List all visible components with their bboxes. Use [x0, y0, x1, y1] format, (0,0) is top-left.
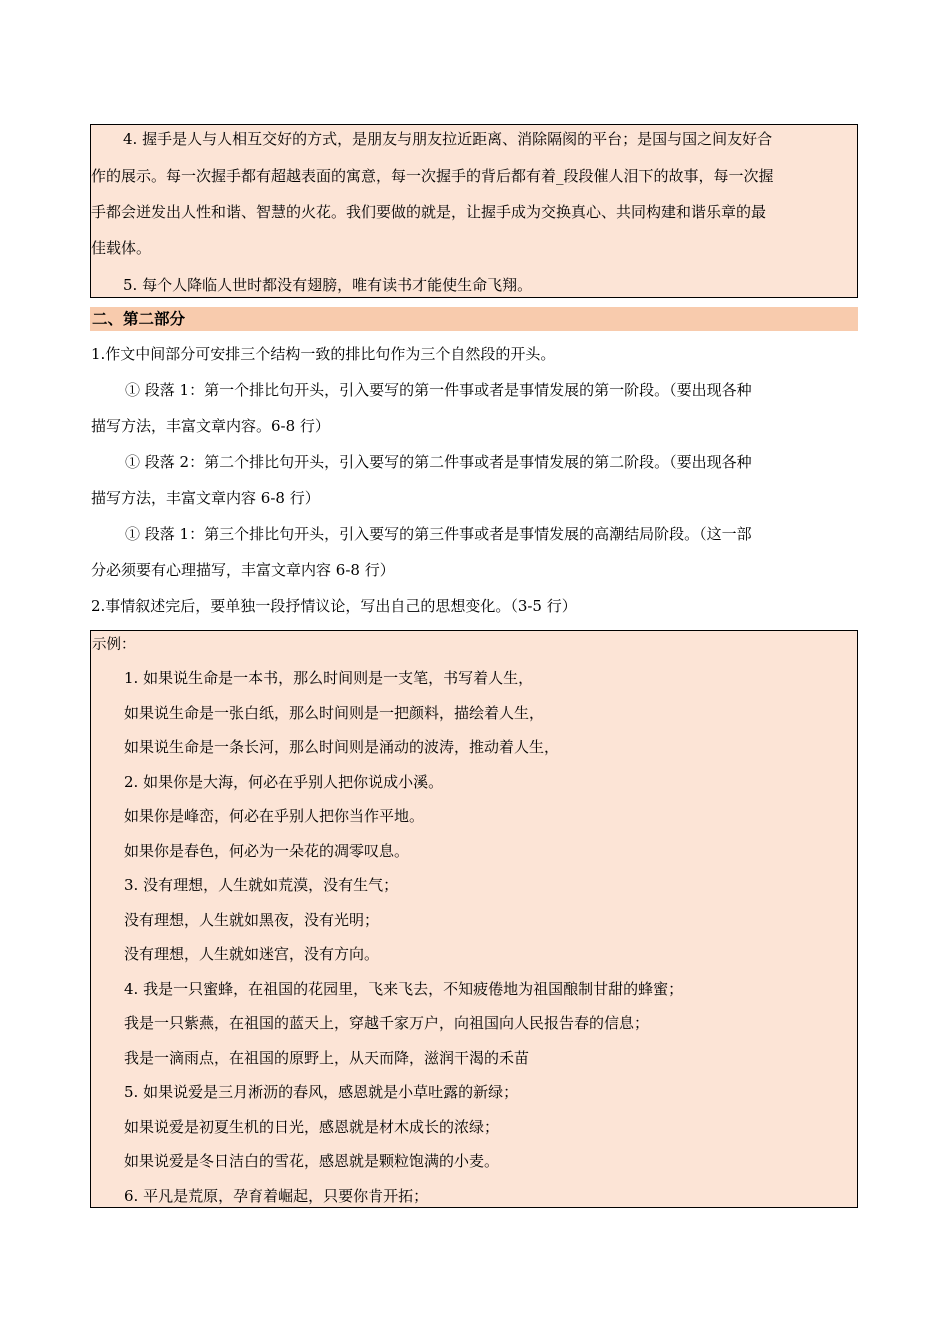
box1-line-2: 作的展示。每一次握手都有超越表面的寓意，每一次握手的背后都有着_段段催人泪下的故事，每一次握	[91, 167, 774, 185]
example-line-9: 没有理想，人生就如迷宫，没有方向。	[124, 945, 380, 963]
example-line-13: 5. 如果说爱是三月淅沥的春风，感恩就是小草吐露的新绿；	[124, 1083, 519, 1101]
box1-line-5: 5. 每个人降临人世时都没有翅膀，唯有读书才能使生命飞翔。	[123, 276, 533, 294]
example-line-10: 4. 我是一只蜜蜂，在祖国的花园里，飞来飞去，不知疲倦地为祖国酿制甘甜的蜂蜜；	[124, 980, 684, 998]
example-line-4: 2. 如果你是大海，何必在乎别人把你说成小溪。	[124, 773, 444, 791]
example-line-15: 如果说爱是冬日洁白的雪花，感恩就是颗粒饱满的小麦。	[124, 1152, 500, 1170]
body-line-3: 描写方法，丰富文章内容。6-8 行）	[91, 417, 330, 435]
example-line-16: 6. 平凡是荒原，孕育着崛起，只要你肯开拓；	[124, 1187, 429, 1205]
body-line-5: 描写方法，丰富文章内容 6-8 行）	[91, 489, 320, 507]
example-line-12: 我是一滴雨点，在祖国的原野上，从天而降，滋润干渴的禾苗	[124, 1049, 530, 1067]
example-line-11: 我是一只紫燕，在祖国的蓝天上，穿越千家万户，向祖国向人民报告春的信息；	[124, 1014, 650, 1032]
box1-line-1: 4. 握手是人与人相互交好的方式，是朋友与朋友拉近距离、消除隔阂的平台；是国与国之间友好合	[123, 130, 773, 148]
body-line-4: ① 段落 2：第二个排比句开头，引入要写的第二件事或者是事情发展的第二阶段。（要出现各种	[125, 453, 752, 471]
section-heading	[90, 307, 858, 331]
example-line-1: 1. 如果说生命是一本书，那么时间则是一支笔，书写着人生，	[124, 669, 534, 687]
box1-line-4: 佳载体。	[91, 239, 152, 257]
body-line-2: ① 段落 1：第一个排比句开头，引入要写的第一件事或者是事情发展的第一阶段。（要出现各种	[125, 381, 752, 399]
example-line-5: 如果你是峰峦，何必在乎别人把你当作平地。	[124, 807, 425, 825]
example-line-14: 如果说爱是初夏生机的日光，感恩就是材木成长的浓绿；	[124, 1118, 500, 1136]
body-line-1: 1.作文中间部分可安排三个结构一致的排比句作为三个自然段的开头。	[91, 345, 556, 363]
box1-line-3: 手都会迸发出人性和谐、智慧的火花。我们要做的就是，让握手成为交换真心、共同构建和谐乐章的最	[91, 203, 767, 221]
body-line-6: ① 段落 1：第三个排比句开头，引入要写的第三件事或者是事情发展的高潮结局阶段。（这一部	[125, 525, 752, 543]
example-line-2: 如果说生命是一张白纸，那么时间则是一把颜料，描绘着人生，	[124, 704, 545, 722]
example-line-7: 3. 没有理想，人生就如荒漠，没有生气；	[124, 876, 399, 894]
body-line-7: 分必须要有心理描写，丰富文章内容 6-8 行）	[91, 561, 395, 579]
example-line-6: 如果你是春色，何必为一朵花的凋零叹息。	[124, 842, 410, 860]
example-label: 示例：	[92, 637, 136, 653]
section-heading-text: 二、第二部分	[92, 310, 186, 328]
example-line-8: 没有理想，人生就如黑夜，没有光明；	[124, 911, 380, 929]
example-line-3: 如果说生命是一条长河，那么时间则是涌动的波涛，推动着人生，	[124, 738, 560, 756]
body-line-8: 2.事情叙述完后，要单独一段抒情议论，写出自己的思想变化。（3-5 行）	[91, 597, 577, 615]
